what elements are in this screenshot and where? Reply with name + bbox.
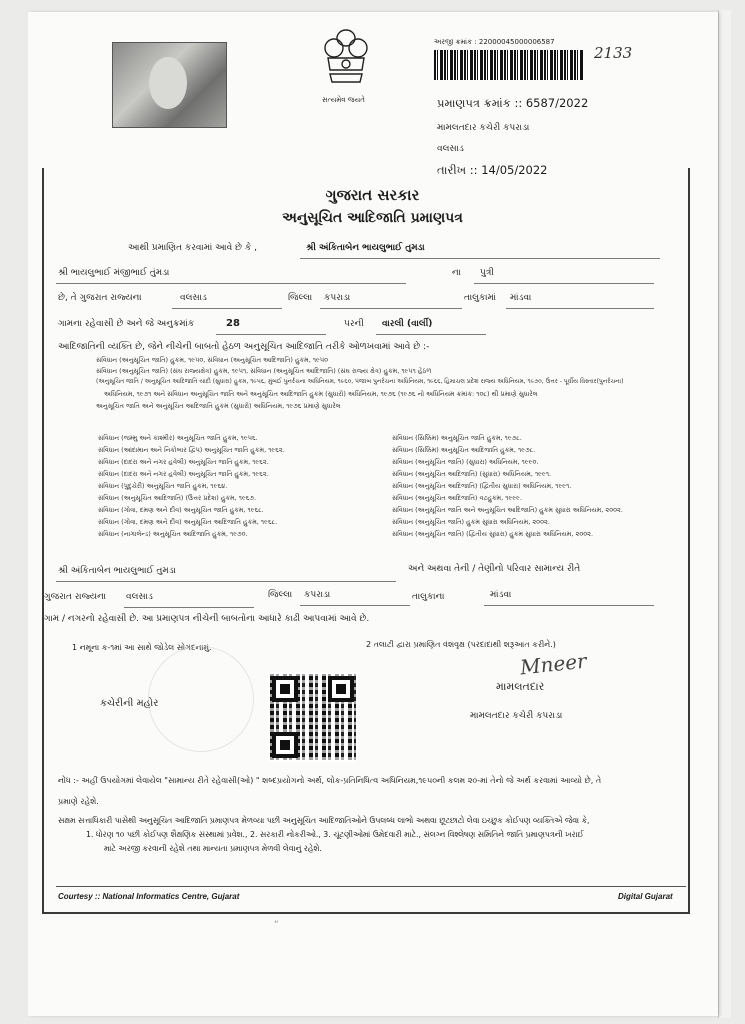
issuing-district: વલસાડ <box>437 144 464 154</box>
residence-note: નોંધ :- અહીં ઉપયોગમાં લેવાયેલ "સામાન્ય રીતે રહેવાસી(ઓ) " શબ્દપ્રયોગનો અર્થ, લોક-પ્રતિનિધિત્વ અધિનિયમ,૧૯૫૦ની કલમ ૨૦-માં તેનો જે અર્થ કરવામાં આવ્યો છે, તે <box>58 776 602 785</box>
office-stamp <box>148 646 254 752</box>
tribe-label: પરની <box>344 319 364 329</box>
verification-qr-code <box>268 672 358 762</box>
office-seal-label: કચેરીની મહોર <box>100 698 159 709</box>
relation-prefix: ના <box>452 268 461 278</box>
signatory-designation: મામલતદાર <box>496 680 545 693</box>
order-right: સંવિધાન (સિક્કિમ) અનુસૂચિત જાતિ હુકમ, ૧૯૭૮. <box>392 434 522 442</box>
certificate-border <box>42 168 690 914</box>
order-left: સંવિધાન (ગોવા, દમણ અને દીવ) અનુસૂચિત જાતિ હુકમ, ૧૯૬૮. <box>98 506 264 514</box>
usage-items: 1. ધોરણ ૧૦ પછી કોઈપણ શૈક્ષણિક સંસ્થામાં પ્રવેશ., 2. સરકારી નોકરીઓ., 3. ચૂંટણીઓમાં ઉમેદવારી માટે., સંલગ્ન વિશ્લેષણ સમિતિને જાતિ પ્રમાણપત્રની ખરાઈ <box>86 830 584 839</box>
residence-taluka-label: તાલુકાના <box>412 592 445 602</box>
page-mark: “ <box>274 920 279 930</box>
order-left: સંવિધાન (જમ્મુ અને કાશ્મીર) અનુસૂચિત જાતિ હુકમ, ૧૯૫૬. <box>98 434 258 442</box>
recognition-text: આદિજાતિની વ્યક્તિ છે, જેને નીચેની બાબતો હેઠળ અનુસૂચિત આદિજાતિ તરીકે ઓળખવામાં આવે છે :- <box>58 342 430 352</box>
paper-edge <box>718 10 731 1018</box>
taluka-name: કપરાડા <box>324 293 351 303</box>
residence-district-label: જિલ્લા <box>268 590 293 600</box>
order-left: સંવિધાન (દાદરા અને નગર હવેલી) અનુસૂચિત જાતિ હુકમ, ૧૯૬૨. <box>98 470 269 478</box>
state-text: છે, તે ગુજરાત રાજ્યના <box>58 293 142 303</box>
application-number: અરજી ક્રમાંક : 22000045000006587 <box>434 38 555 46</box>
order-right: સંવિધાન (અનુસૂચિત જાતિ) હુકમ સુધારા અધિનિયમ, ૨૦૦૨. <box>392 518 550 526</box>
applicant-photo <box>112 42 227 128</box>
order-left: સંવિધાન (નાગાલેન્ડ) અનુસૂચિત આદિજાતિ હુકમ, ૧૯૭૦. <box>98 530 248 538</box>
signatory-office: મામલતદાર કચેરી કપરાડા <box>470 711 563 721</box>
issue-date: તારીખ :: 14/05/2022 <box>437 163 548 177</box>
father-name: શ્રી ભાયલુભાઈ મંજીભાઈ તુંમડા <box>58 268 170 278</box>
relation: પુત્રી <box>480 268 494 278</box>
district-name: વલસાડ <box>180 293 207 303</box>
village-name: માંડવા <box>510 293 532 303</box>
candidate-name: શ્રી અંકિતાબેન ભાયલુભાઈ તુમડા <box>306 243 425 253</box>
residence-candidate-name: શ્રી અંકિતાબેન ભાયલુભાઈ તુમડા <box>58 566 176 576</box>
national-emblem-icon <box>318 26 374 106</box>
handwritten-number: 2133 <box>594 44 633 62</box>
order-line: અધિનિયમ, ૧૯૭૧ અને સંવિધાન અનુસૂચિત જાતિ અને અનુસૂચિત આદિજાતિ હુકમ (સુધારો) અધિનિયમ, ૧૯૭૬ (૧૯૭૬ નો અધિનિયમ ક્રમાંક: ૧૦૮) થી પ્રમાણે સુધારેલ <box>104 390 538 398</box>
order-right: સંવિધાન (અનુસૂચિત જાતિ અને અનુસૂચિત આદિજાતિ) હુકમ સુધારા અધિનિયમ, ૨૦૦૨. <box>392 506 623 514</box>
residence-taluka: કપરાડા <box>304 590 331 600</box>
district-label: જિલ્લા <box>288 293 313 303</box>
order-left: સંવિધાન (દાદરા અને નગર હવેલી) અનુસૂચિત જાતિ હુકમ, ૧૯૬૨. <box>98 458 269 466</box>
officer-signature: Mneer <box>518 648 588 680</box>
government-title: ગુજરાત સરકાર <box>325 186 420 204</box>
order-right: સંવિધાન (અનુસૂચિત આદિજાતિ) (દ્વિતીય સુધારા) અધિનિયમ, ૧૯૯૧. <box>392 482 572 490</box>
basis-item-2: 2 તલાટી દ્વારા પ્રમાણિત વંશવૃક્ષ (પરદાદાથી શરૂઆત કરીને.) <box>366 640 556 649</box>
basis-item-1: 1 નમૂના ક-૧માં આ સાથે જોડેલ સોગંદનામું. <box>72 643 212 652</box>
family-text: અને અથવા તેની / તેણીનો પરિવાર સામાન્ય રીતે <box>408 564 581 574</box>
order-line: સંવિધાન (અનુસૂચિત જાતિ) હુકમ, ૧૯૫૦, સંવિધાન (અનુસૂચિત આદિજાતિ) હુકમ, ૧૯૫૦ <box>96 356 329 364</box>
order-left: સંવિધાન (પુદુચેરી) અનુસૂચિત જાતિ હુકમ, ૧૯૬૪. <box>98 482 228 490</box>
usage-items-cont: માટે અરજી કરવાની રહેશે તથા માન્યતા પ્રમાણપત્ર મેળવી લેવાનું રહેશે. <box>104 844 322 853</box>
residence-village: માંડવા <box>490 590 512 600</box>
taluka-label: તાલુકામાં <box>464 293 497 303</box>
certify-text: આથી પ્રમાણિત કરવામાં આવે છે કે , <box>128 243 257 253</box>
certificate-number: પ્રમાણપત્ર ક્રમાંક :: 6587/2022 <box>437 96 589 110</box>
order-line: સંવિધાન (અનુસૂચિત જાતિ) (સંઘ રાજ્યક્ષેત્ર) હુકમ, ૧૯૫૧, સંવિધાન (અનુસૂચિત આદિજાતિ) (સંઘ રાજ્ય ક્ષેત્ર) હુકમ, ૧૯૫૧ હેઠળ <box>96 367 432 375</box>
order-right: સંવિધાન (અનુસૂચિત જાતિ) (સુધારા) અધિનિયમ, ૧૯૯૦. <box>392 458 539 466</box>
issuing-office: મામલતદાર કચેરી કપરાડા <box>437 123 530 133</box>
order-right: સંવિધાન (અનુસૂચિત જાતિ) (દ્વિતીય સુધારા) હુકમ સુધારા અધિનિયમ, ૨૦૦૨. <box>392 530 594 538</box>
certificate-title: અનુસૂચિત આદિજાતિ પ્રમાણપત્ર <box>282 210 463 226</box>
emblem-motto: સત્યમેવ જયતે <box>322 96 365 104</box>
courtesy-text: Courtesy :: National Informatics Centre, Gujarat <box>58 892 240 901</box>
tribe-name: વારલી (વાર્લી) <box>382 319 433 329</box>
order-left: સંવિધાન (આંદામાન અને નિકોબાર દ્વિપ) અનુસૂચિત જાતિ હુકમ, ૧૯૬૨. <box>98 446 285 454</box>
residence-note-cont: પ્રમાણે રહેશે. <box>58 797 99 806</box>
application-barcode <box>434 50 584 80</box>
digital-gujarat-label: Digital Gujarat <box>618 892 673 901</box>
residence-district: વલસાડ <box>126 592 153 602</box>
order-right: સંવિધાન (અનુસૂચિત આદિજાતિ) વટહુકમ, ૧૯૯૯. <box>392 494 523 502</box>
order-line: (અનુસૂચિત જાતિ / અનુસૂચિત આદિજાતિ યાદી (સુધારા) હુકમ, ૧૯૫૬, મુંબઈ પુનર્રચના અધિનિયમ, ૧૯૬૦, પંજાબ પુનર્રચના અધિનિયમ, ૧૯૬૬, હિમાચલ પ્રદેશ રાજ્ય અધિનિયમ, ૧૯૭૦, ઉત્તર - પૂર્વીય વિસ્તાર(પુનર્રચના) <box>96 378 624 385</box>
usage-note: સક્ષમ સત્તાધિકારી પાસેથી અનુસૂચિત આદિજાતિ પ્રમાણપત્ર મેળવ્યા પછી અનુસૂચિત આદિજાતિઓને ઉપલબ્ધ લાભો અથવા છૂટછાટો લેવા ઇચ્છુક કોઈપણ વ્યક્તિએ જેવા કે, <box>58 816 590 825</box>
order-left: સંવિધાન (અનુસૂચિત આદિજાતિ) (ઉત્તર પ્રદેશ) હુકમ, ૧૯૬૭. <box>98 494 257 502</box>
issue-basis-text: ગામ / નગરનો રહેવાસી છે. આ પ્રમાણપત્ર નીચેની બાબતોના આધારે કાઢી આપવામાં આવે છે. <box>44 614 370 624</box>
residence-state-text: ગુજરાત રાજ્યના <box>44 592 107 602</box>
order-right: સંવિધાન (અનુસૂચિત આદિજાતિ) (સુધારા) અધિનિયમ, ૧૯૯૧. <box>392 470 552 478</box>
order-left: સંવિધાન (ગોવા, દમણ અને દીવ) અનુસૂચિત આદિજાતિ હુકમ, ૧૯૬૮. <box>98 518 278 526</box>
serial-number: 28 <box>226 318 240 329</box>
order-line: અનુસૂચિત જાતિ અને અનુસૂચિત આદિજાતિ હુકમ (સુધારો) અધિનિયમ, ૧૯૭૬ પ્રમાણે સુધારેલ <box>96 402 341 410</box>
resident-text: ગામના રહેવાસી છે અને જે અનુક્રમાંક <box>58 319 195 329</box>
order-right: સંવિધાન (સિક્કિમ) અનુસૂચિત આદિજાતિ હુકમ, ૧૯૭૮. <box>392 446 536 454</box>
